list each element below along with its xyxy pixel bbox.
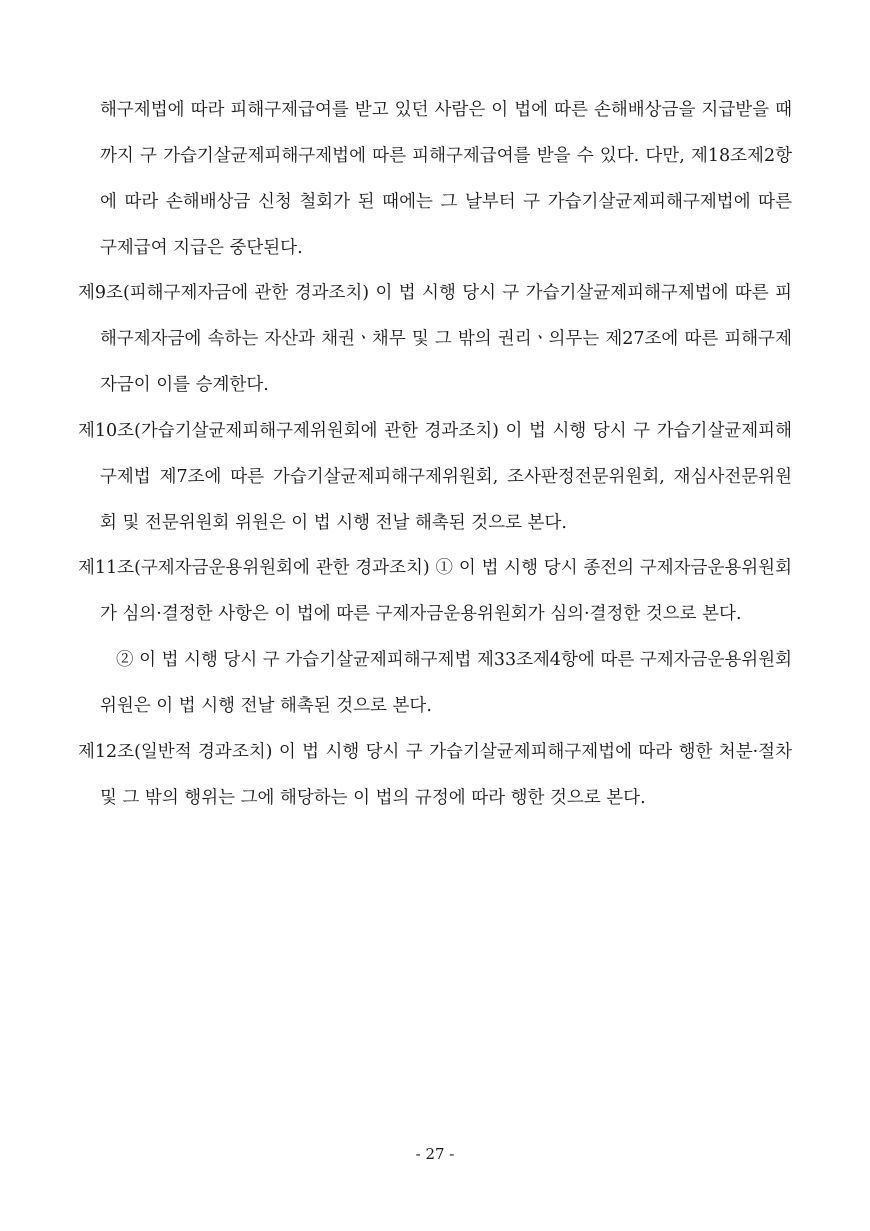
paragraph-article-9: 제9조(피해구제자금에 관한 경과조치) 이 법 시행 당시 구 가습기살균제피해구제법에 따른 피해구제자금에 속하는 자산과 채권ㆍ채무 및 그 밖의 권리ㆍ의무는 제27조에 따른 피해구제자금이 이를 승계한다. xyxy=(78,283,792,396)
page-number: - 27 - xyxy=(415,1145,455,1163)
paragraph-article-12: 제12조(일반적 경과조치) 이 법 시행 당시 구 가습기살균제피해구제법에 따라 행한 처분·절차 및 그 밖의 행위는 그에 해당하는 이 법의 규정에 따라 행한 것으로 본다. xyxy=(78,741,792,808)
paragraph-article-10: 제10조(가습기살균제피해구제위원회에 관한 경과조치) 이 법 시행 당시 구 가습기살균제피해구제법 제7조에 따른 가습기살균제피해구제위원회, 조사판정전문위원회, 재심사전문위원회 및 전문위원회 위원은 이 법 시행 전날 해촉된 것으로 본다. xyxy=(78,420,792,533)
paragraph-article-11-item-2: ② 이 법 시행 당시 구 가습기살균제피해구제법 제33조제4항에 따른 구제자금운용위원회 위원은 이 법 시행 전날 해촉된 것으로 본다. xyxy=(100,650,792,716)
paragraph-article-11: 제11조(구제자금운용위원회에 관한 경과조치) ① 이 법 시행 당시 종전의 구제자금운용위원회가 심의·결정한 사항은 이 법에 따른 구제자금운용위원회가 심의·결정한 것으로 본다. xyxy=(78,558,792,625)
document-body xyxy=(78,88,792,822)
paragraph-continuation: 해구제법에 따라 피해구제급여를 받고 있던 사람은 이 법에 따른 손해배상금을 지급받을 때까지 구 가습기살균제피해구제법에 따른 피해구제급여를 받을 수 있다. 다만, 제18조제2항에 따라 손해배상금 신청 철회가 된 때에는 그 날부터 구 가습기살균제피해구제법에 따른 구제급여 지급은 중단된다. xyxy=(100,100,792,258)
